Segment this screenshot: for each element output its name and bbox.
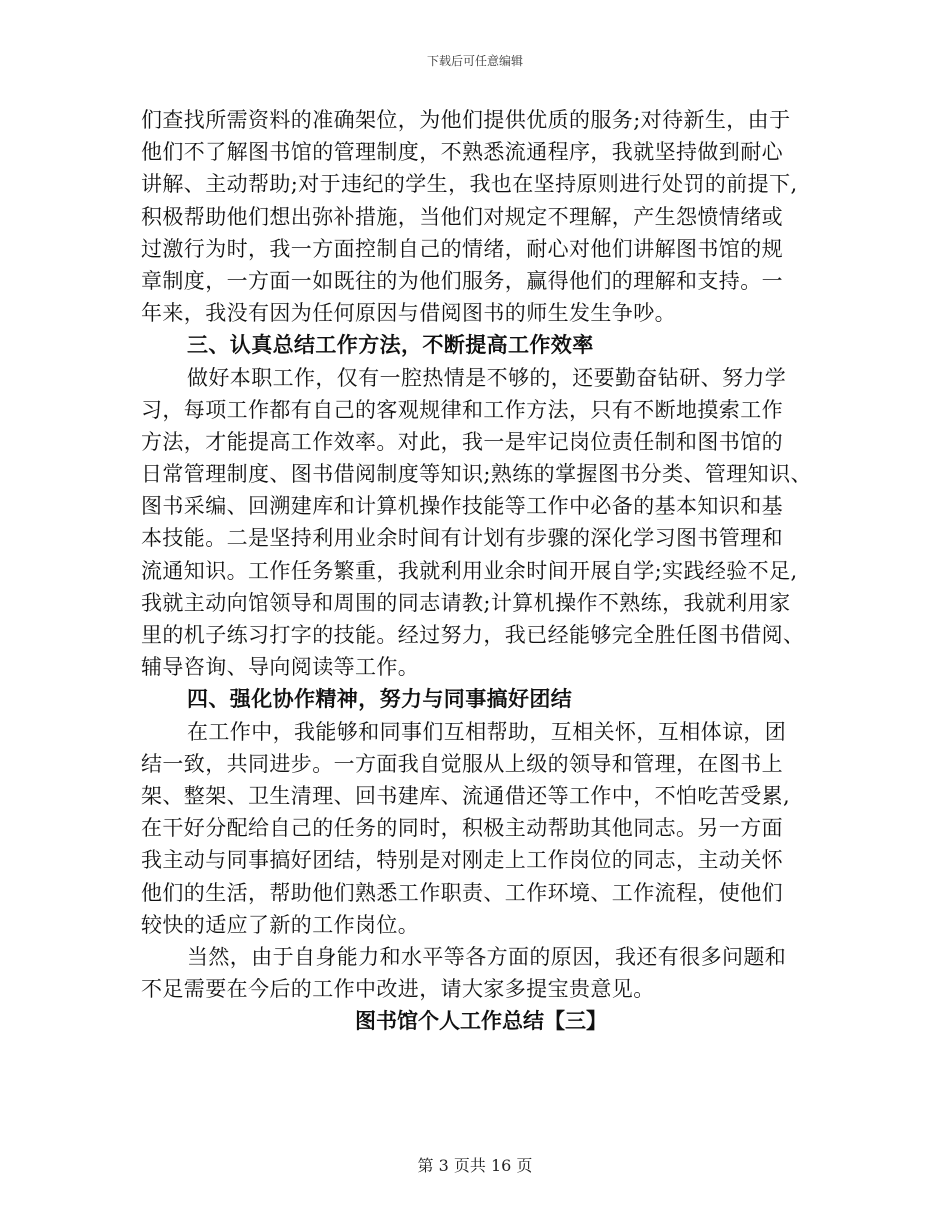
body-line: 他们不了解图书馆的管理制度，不熟悉流通程序，我就坚持做到耐心 (141, 140, 783, 165)
body-line: 辅导咨询、导向阅读等工作。 (141, 655, 420, 680)
body-line: 流通知识。工作任务繁重，我就利用业余时间开展自学;实践经验不足, (141, 558, 798, 583)
body-line: 我主动与同事搞好团结，特别是对刚走上工作岗位的同志，主动关怀 (141, 848, 783, 873)
body-line: 做好本职工作，仅有一腔热情是不够的，还要勤奋钻研、努力学 (187, 365, 787, 390)
body-line: 们查找所需资料的准确架位，为他们提供优质的服务;对待新生，由于 (141, 108, 791, 132)
body-line: 较快的适应了新的工作岗位。 (141, 912, 420, 937)
body-line: 在干好分配给自己的任务的同时，积极主动帮助其他同志。另一方面 (141, 816, 783, 841)
body-line: 过激行为时，我一方面控制自己的情绪，耐心对他们讲解图书馆的规 (141, 236, 783, 261)
body-line: 我就主动向馆领导和周围的同志请教;计算机操作不熟练，我就利用家 (141, 590, 791, 615)
body-line: 在工作中，我能够和同事们互相帮助，互相关怀，互相体谅，团 (187, 719, 787, 744)
page-footer: 第 3 页共 16 页 (417, 1156, 533, 1175)
body-line: 年来，我没有因为任何原因与借阅图书的师生发生争吵。 (141, 301, 676, 326)
body-line: 他们的生活，帮助他们熟悉工作职责、工作环境、工作流程，使他们 (141, 880, 783, 905)
document-body (141, 104, 821, 1037)
body-line: 结一致，共同进步。一方面我自觉服从上级的领导和管理，在图书上 (141, 751, 783, 776)
body-line: 讲解、主动帮助;对于违纪的学生，我也在坚持原则进行处罚的前提下, (141, 172, 798, 197)
body-line: 日常管理制度、图书借阅制度等知识;熟练的掌握图书分类、管理知识、 (141, 462, 812, 487)
body-line: 当然，由于自身能力和水平等各方面的原因，我还有很多问题和 (187, 944, 787, 969)
page-header: 下载后可任意编辑 (426, 54, 523, 68)
body-line: 方法，才能提高工作效率。对此，我一是牢记岗位责任制和图书馆的 (141, 429, 783, 454)
body-line: 架、整架、卫生清理、回书建库、流通借还等工作中，不怕吃苦受累, (141, 783, 791, 808)
body-line: 不足需要在今后的工作中改进，请大家多提宝贵意见。 (141, 977, 655, 1002)
body-line: 本技能。二是坚持利用业余时间有计划有步骤的深化学习图书管理和 (141, 526, 783, 551)
body-line: 里的机子练习打字的技能。经过努力，我已经能够完全胜任图书借阅、 (141, 623, 805, 647)
section-heading-3: 三、认真总结工作方法，不断提高工作效率 (187, 332, 594, 358)
body-line: 图书采编、回溯建库和计算机操作技能等工作中必备的基本知识和基 (141, 494, 783, 519)
body-line: 习，每项工作都有自己的客观规律和工作方法，只有不断地摸索工作 (141, 397, 783, 422)
section-heading-4: 四、强化协作精神，努力与同事搞好团结 (187, 686, 573, 712)
section-title: 图书馆个人工作总结【三】 (355, 1008, 607, 1034)
body-line: 章制度，一方面一如既往的为他们服务，赢得他们的理解和支持。一 (141, 268, 783, 293)
body-line: 积极帮助他们想出弥补措施，当他们对规定不理解，产生怨愤情绪或 (141, 204, 783, 229)
